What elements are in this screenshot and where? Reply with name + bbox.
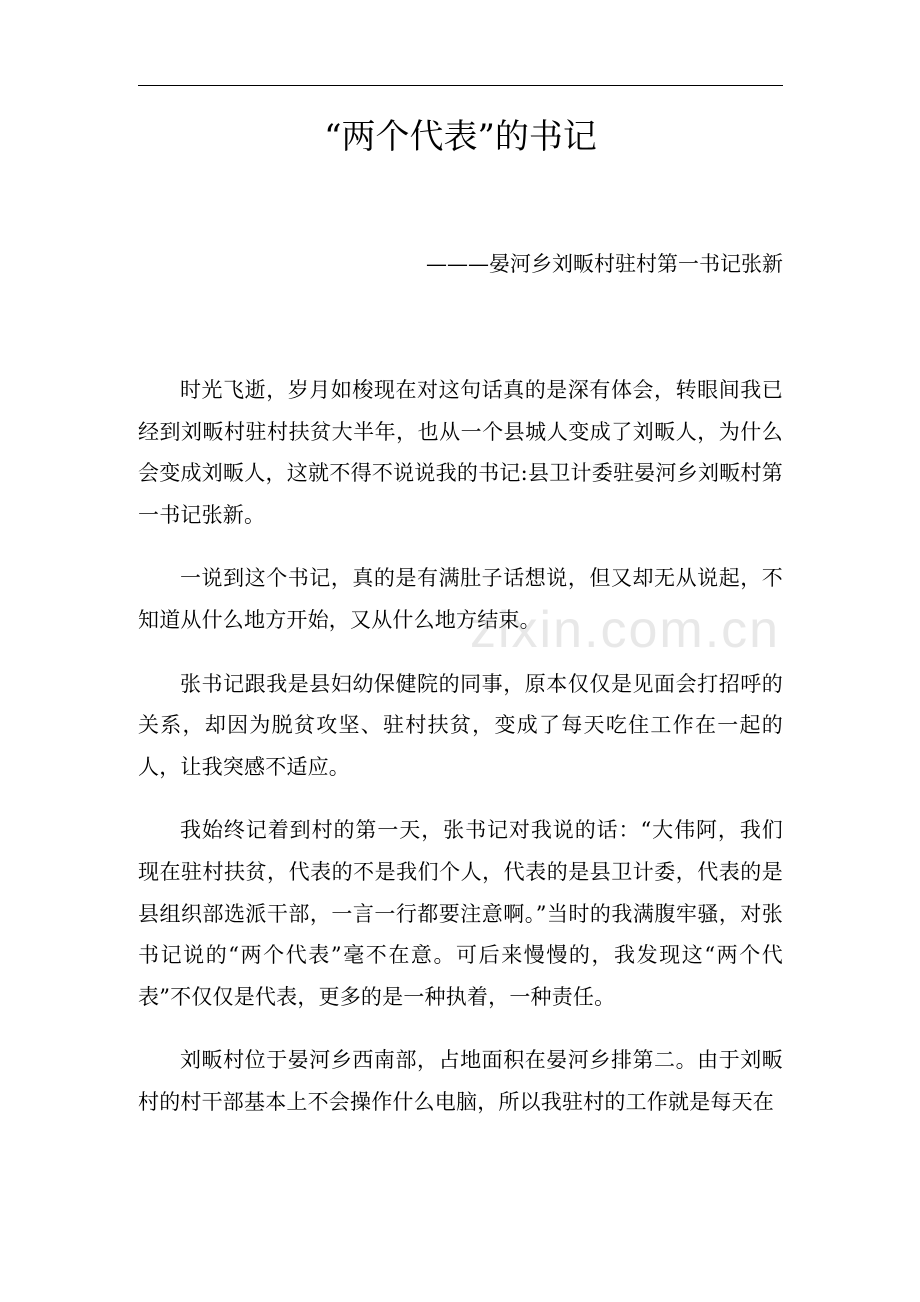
header-rule xyxy=(138,85,783,86)
watermark: zixin.com.cn xyxy=(470,601,781,659)
paragraph-5: 刘畈村位于晏河乡西南部，占地面积在晏河乡排第二。由于刘畈村的村干部基本上不会操作什么电脑，所以我驻村的工作就是每天在 xyxy=(138,1048,783,1114)
paragraph-1: 时光飞逝，岁月如梭现在对这句话真的是深有体会，转眼间我已经到刘畈村驻村扶贫大半年，也从一个县城人变成了刘畈人，为什么会变成刘畈人，这就不得不说说我的书记:县卫计委驻晏河乡刘畈村第一书记张新。 xyxy=(138,378,783,527)
document-body xyxy=(138,370,783,1146)
document-title: “两个代表”的书记 xyxy=(324,117,597,157)
document-subtitle: ———晏河乡刘畈村驻村第一书记张新 xyxy=(426,252,783,276)
paragraph-4: 我始终记着到村的第一天，张书记对我说的话：“大伟阿，我们现在驻村扶贫，代表的不是我们个人，代表的是县卫计委，代表的是县组织部选派干部，一言一行都要注意啊。”当时的我满腹牢骚，对张书记说的“两个代表”毫不在意。可后来慢慢的，我发现这“两个代表”不仅仅是代表，更多的是一种执着，一种责任。 xyxy=(138,818,783,1009)
paragraph-3: 张书记跟我是县妇幼保健院的同事，原本仅仅是见面会打招呼的关系，却因为脱贫攻坚、驻村扶贫，变成了每天吃住工作在一起的人，让我突感不适应。 xyxy=(138,671,783,779)
paragraph-2: 一说到这个书记，真的是有满肚子话想说，但又却无从说起，不知道从什么地方开始，又从什么地方结束。 xyxy=(138,566,783,632)
